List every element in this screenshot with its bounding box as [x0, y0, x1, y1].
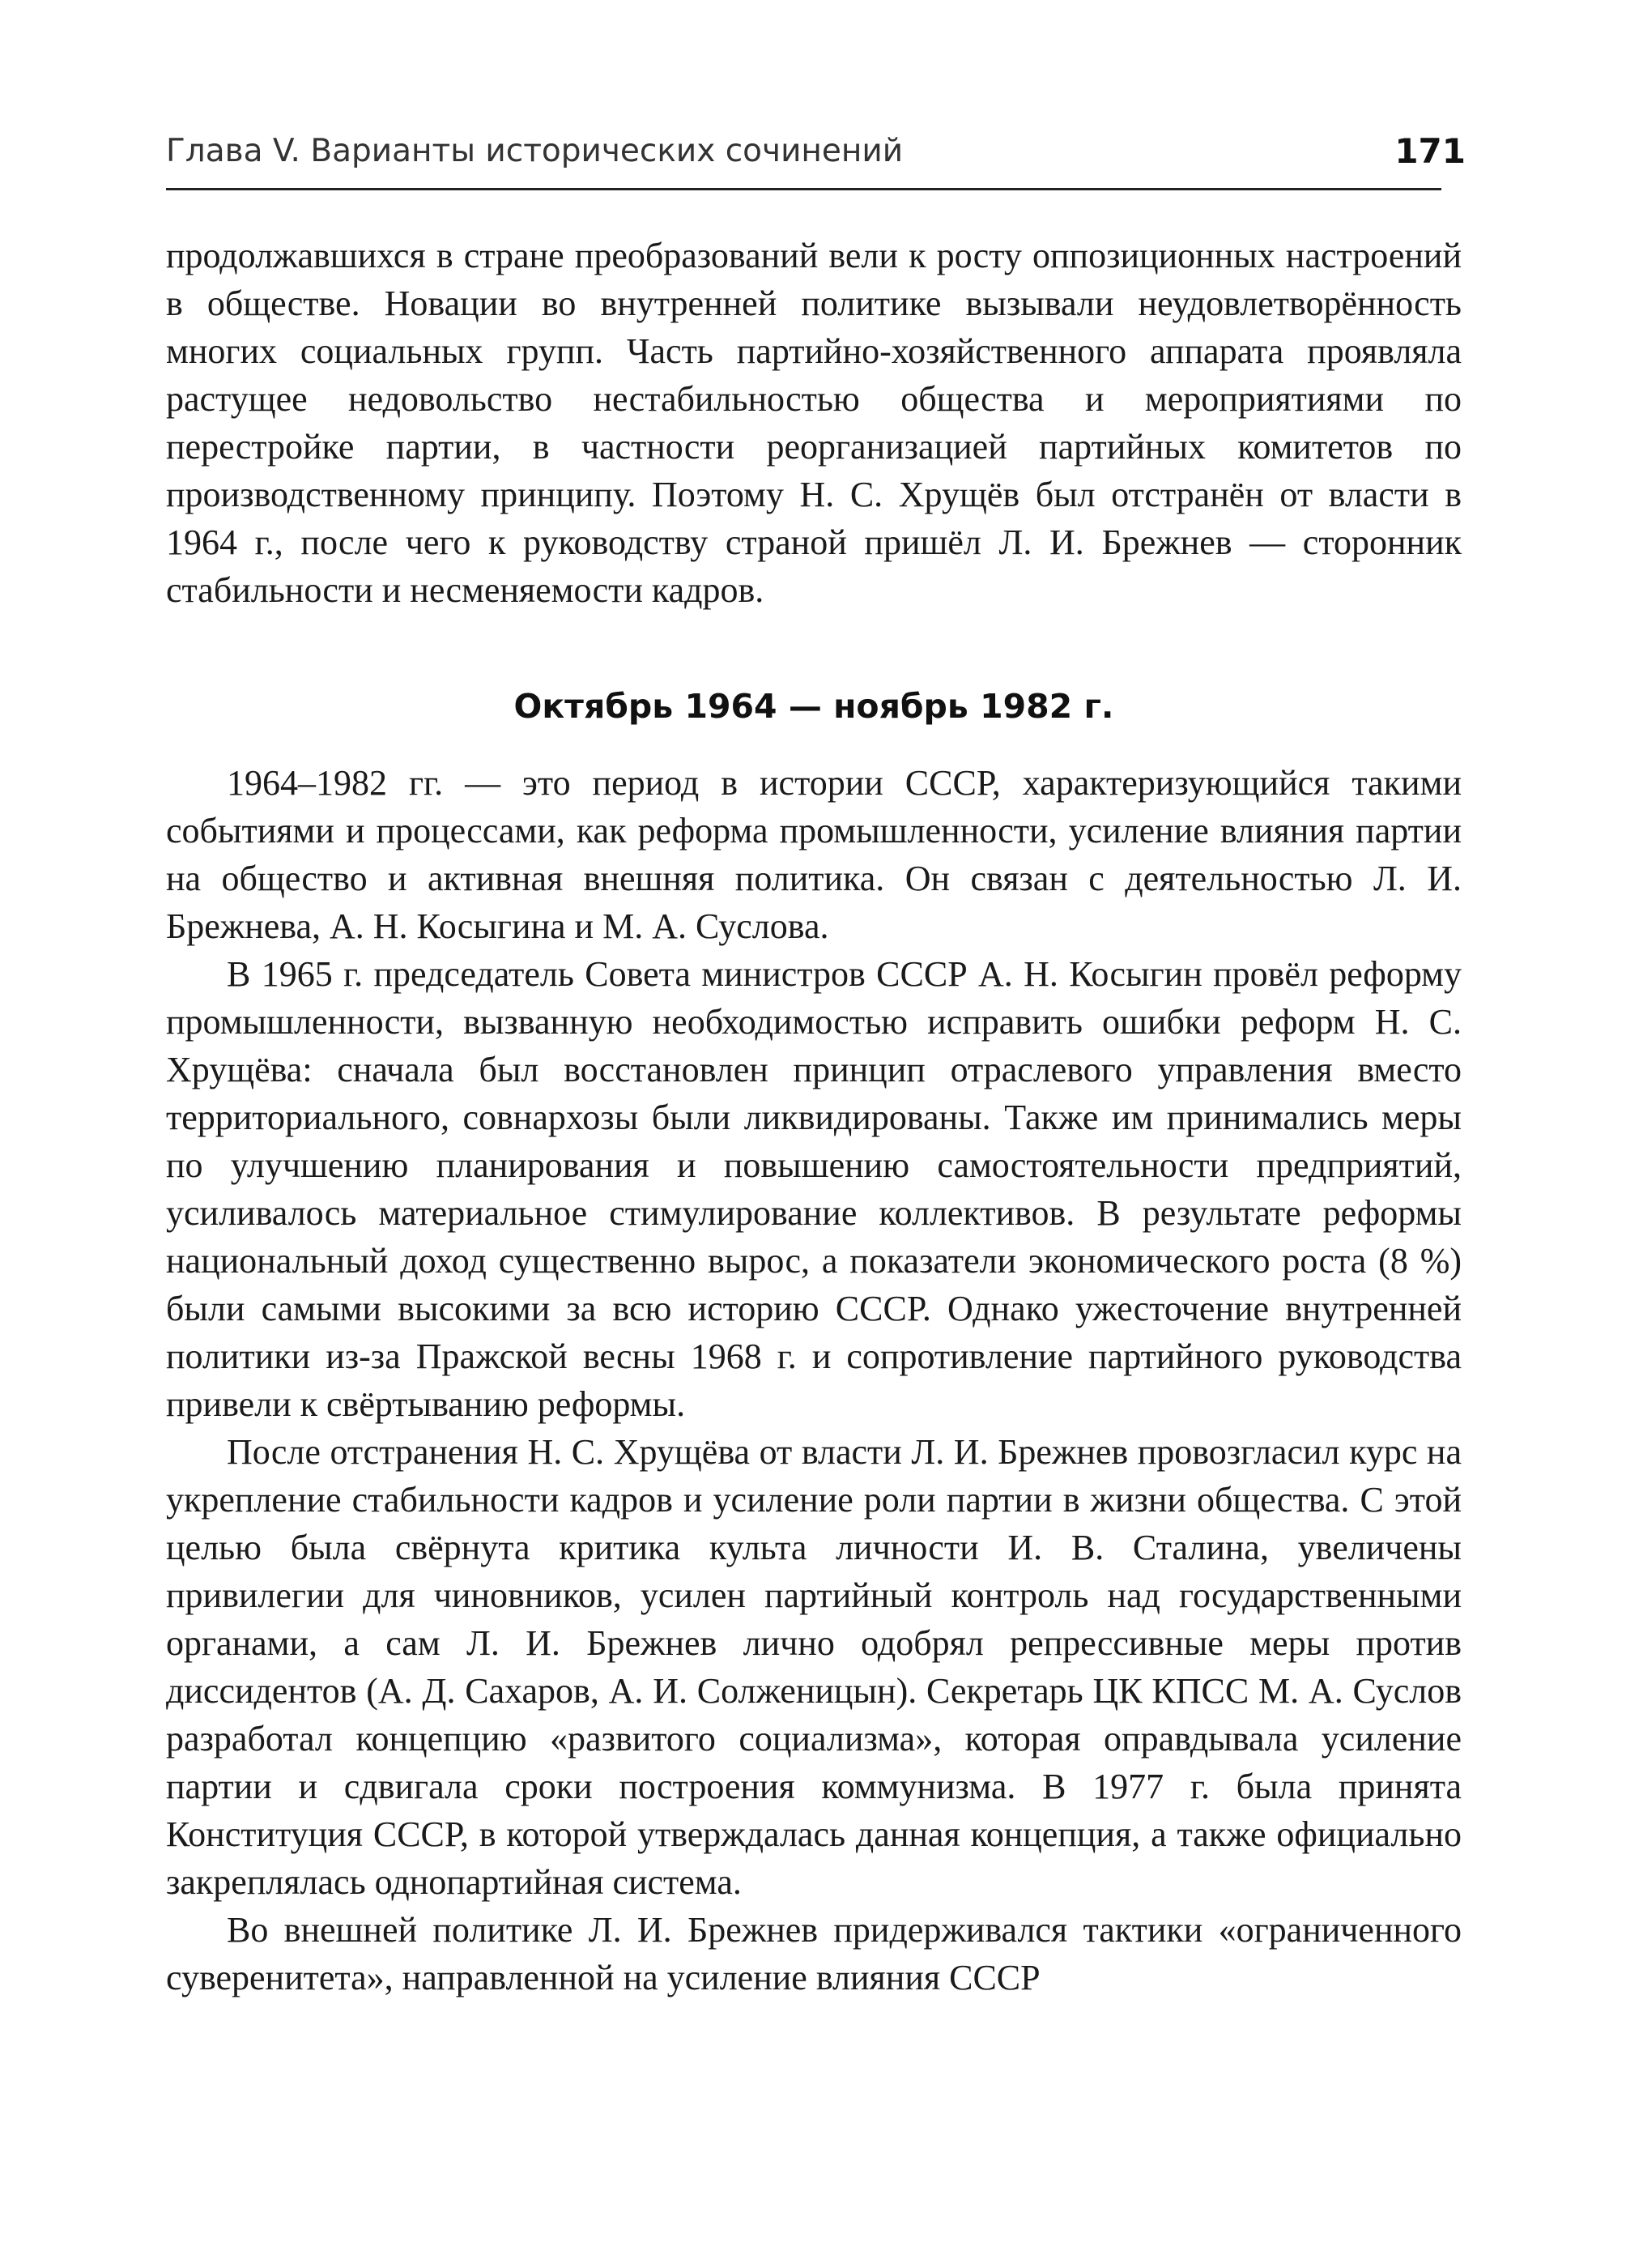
intro-paragraph: продолжавшихся в стране преобразований вели к росту оппозиционных настроений в обществе. Новации во внутренней политике вызывали неудовлетворённость многих социальных групп. Часть партийно-хозяйственного аппарата проявляла растущее недовольство нестабильностью общества и мероприятиями по перестройке партии, в частности реорганизацией партийных комитетов по производственному принципу. Поэтому Н. С. Хрущёв был отстранён от власти в 1964 г., после чего к руководству страной пришёл Л. И. Брежнев — сторонник стабильности и несменяемости кадров.	[166, 236, 1462, 610]
paragraph: Во внешней политике Л. И. Брежнев придерживался тактики «ограниченного суверенитета», направленной на усиление влияния СССР	[166, 1910, 1462, 1997]
chapter-title: Глава V. Варианты исторических сочинений	[166, 133, 904, 169]
paragraph: В 1965 г. председатель Совета министров СССР А. Н. Косыгин провёл реформу промышленности, вызванную необходимостью исправить ошибки реформ Н. С. Хрущёва: сначала был восстановлен принцип отраслевого управления вместо территориального, совнархозы были ликвидированы. Также им принимались меры по улучшению планирования и повышению самостоятельности предприятий, усиливалось материальное стимулирование коллективов. В результате реформы национальный доход существенно вырос, а показатели экономического роста (8 %) были самыми высокими за всю историю СССР. Однако ужесточение внутренней политики из-за Пражской весны 1968 г. и сопротивление партийного руководства привели к свёртыванию реформы.	[166, 954, 1462, 1424]
paragraph: 1964–1982 гг. — это период в истории СССР, характеризующийся такими событиями и процессами, как реформа промышленности, усиление влияния партии на общество и активная внешняя политика. Он связан с деятельностью Л. И. Брежнева, А. Н. Косыгина и М. А. Суслова.	[166, 763, 1462, 946]
paragraph: После отстранения Н. С. Хрущёва от власти Л. И. Брежнев провозгласил курс на укрепление стабильности кадров и усиление роли партии в жизни общества. С этой целью была свёрнута критика культа личности И. В. Сталина, увеличены привилегии для чиновников, усилен партийный контроль над государственными органами, а сам Л. И. Брежнев лично одобрял репрессивные меры против диссидентов (А. Д. Сахаров, А. И. Солженицын). Секретарь ЦК КПСС М. А. Суслов разработал концепцию «развитого социализма», которая оправдывала усиление партии и сдвигала сроки построения коммунизма. В 1977 г. была принята Конституция СССР, в которой утверждалась данная концепция, а также официально закреплялась однопартийная система.	[166, 1432, 1462, 1902]
page-number: 171	[1394, 131, 1466, 171]
running-header	[166, 130, 1466, 190]
main-text	[166, 232, 1462, 2002]
book-page	[166, 0, 1466, 2268]
section-heading: Октябрь 1964 — ноябрь 1982 г.	[513, 687, 1114, 726]
